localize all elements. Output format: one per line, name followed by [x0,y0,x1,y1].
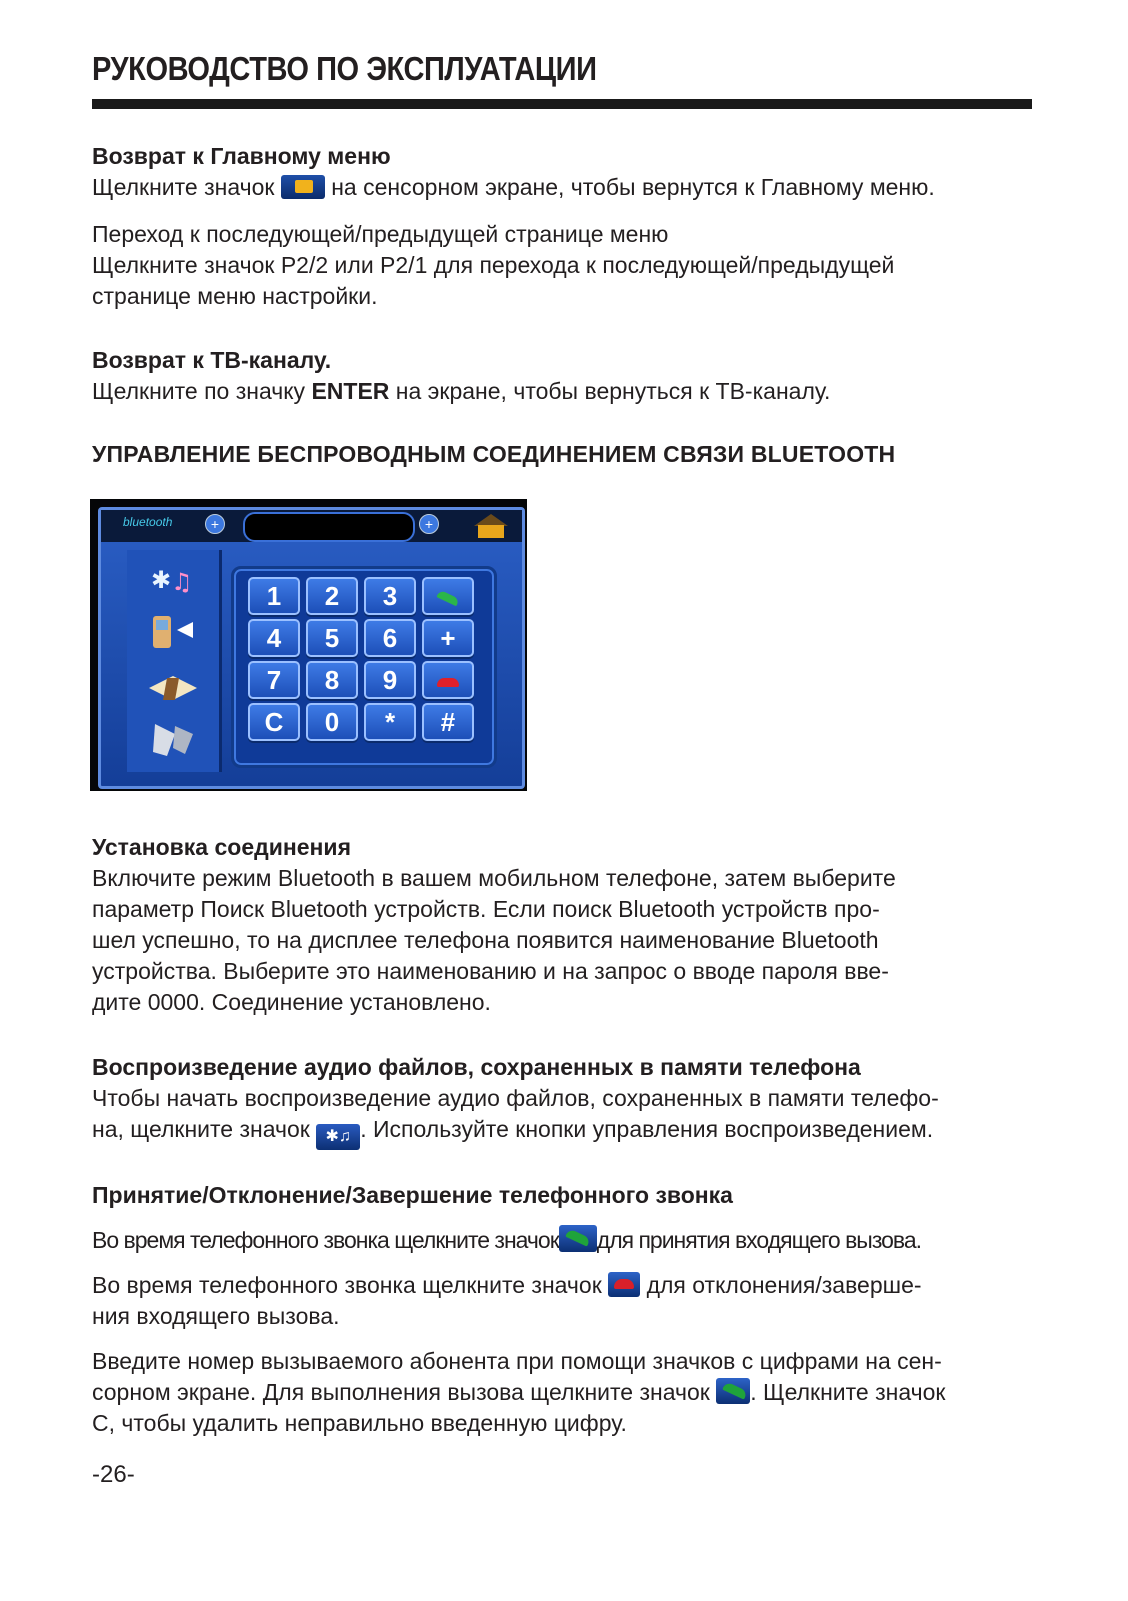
paragraph-line: шел успешно, то на дисплее телефона появится наименование Bluetooth [92,927,879,953]
paragraph-line: Включите режим Bluetooth в вашем мобильном телефоне, затем выберите [92,865,896,891]
svg-text:✱: ✱ [151,566,172,594]
call-green-icon [436,590,459,607]
key-1[interactable]: 1 [248,577,300,615]
paragraph [92,172,1042,203]
side-menu [127,550,222,772]
page-number: -26- [92,1461,135,1488]
call-accept-icon [716,1378,750,1404]
bluetooth-label: bluetooth [123,515,173,529]
text-span: . Щелкните значок [750,1379,946,1405]
phone-transfer-icon [145,610,201,654]
key-8[interactable]: 8 [306,661,358,699]
key-2[interactable]: 2 [306,577,358,615]
paragraph-line [92,1377,1042,1408]
paragraph-line: ния входящего вызова. [92,1303,340,1329]
paragraph-line: С, чтобы удалить неправильно введенную цифру. [92,1410,627,1436]
bluetooth-music-icon [145,558,201,602]
text-span: на сенсорном экране, чтобы вернутся к Главному меню. [331,174,935,200]
header-rule [92,99,1032,109]
key-hash[interactable]: # [422,703,474,741]
key-star[interactable]: * [364,703,416,741]
phonebook-icon [145,664,201,708]
hangup-red-icon [437,678,459,687]
key-0[interactable]: 0 [306,703,358,741]
text-span: . Используйте кнопки управления воспроизведением. [360,1116,934,1142]
section-audio-playback [92,1052,1042,1150]
paragraph-line: Введите номер вызываемого абонента при помощи значков с цифрами на сен- [92,1348,942,1374]
key-7[interactable]: 7 [248,661,300,699]
key-5[interactable]: 5 [306,619,358,657]
text-span: Щелкните значок [92,174,275,200]
section-heading: Принятие/Отклонение/Завершение телефонного звонка [92,1182,733,1208]
paragraph-line: Чтобы начать воспроизведение аудио файлов, сохраненных в памяти телефо- [92,1085,939,1111]
hangup-key[interactable] [422,661,474,699]
settings-icon [145,716,201,760]
key-9[interactable]: 9 [364,661,416,699]
text-span: для отклонения/заверше- [646,1272,922,1298]
key-clear[interactable]: C [248,703,300,741]
key-3[interactable]: 3 [364,577,416,615]
key-plus[interactable]: + [422,619,474,657]
svg-text:♫: ♫ [171,568,193,596]
section-connection-setup [92,832,1042,1018]
call-reject-icon [608,1272,640,1297]
call-accept-icon [559,1225,597,1252]
paragraph [92,376,1042,407]
paragraph-line: параметр Поиск Bluetooth устройств. Если поиск Bluetooth устройств про- [92,896,880,922]
paragraph-line: Переход к последующей/предыдущей странице меню [92,221,669,247]
section-return-tv [92,345,1042,407]
prev-plus-icon: + [205,514,225,534]
bluetooth-music-icon: ✱♫ [316,1124,360,1150]
paragraph-line [92,1114,1042,1150]
paragraph-line: дите 0000. Соединение установлено. [92,989,491,1015]
text-span: Щелкните по значку [92,378,312,404]
enter-keyword: ENTER [311,378,390,404]
bluetooth-section-title: УПРАВЛЕНИЕ БЕСПРОВОДНЫМ СОЕДИНЕНИЕМ СВЯЗИ BLUETOOTH [92,441,896,467]
paragraph-line [92,1225,1042,1256]
key-4[interactable]: 4 [248,619,300,657]
text-span: Во время телефонного звонка щелкните значок [92,1272,602,1298]
section-heading: Возврат к ТВ-каналу. [92,347,332,373]
bluetooth-screen-image [90,499,527,791]
number-display [243,512,415,542]
screen-top-bar [101,510,522,542]
page-title: РУКОВОДСТВО ПО ЭКСПЛУАТАЦИИ [92,50,597,87]
key-6[interactable]: 6 [364,619,416,657]
section-page-navigation [92,219,1042,312]
call-key[interactable] [422,577,474,615]
section-heading: Установка соединения [92,834,351,860]
section-heading: Воспроизведение аудио файлов, сохраненных в памяти телефона [92,1054,861,1080]
text-span: Во время телефонного звонка щелкните значок [92,1227,559,1253]
text-span: для принятия входящего вызова. [596,1227,922,1253]
section-return-main-menu [92,141,1042,203]
section-call-handling [92,1180,1042,1439]
text-span: на экране, чтобы вернуться к ТВ-каналу. [389,378,831,404]
paragraph-line: странице меню настройки. [92,283,378,309]
paragraph-line [92,1270,1042,1301]
text-span: сорном экране. Для выполнения вызова щелкните значок [92,1379,710,1405]
home-icon [474,514,508,538]
next-plus-icon: + [419,514,439,534]
keypad [231,566,497,768]
page-header [92,50,1032,88]
home-menu-icon [281,175,325,199]
text-span: на, щелкните значок [92,1116,310,1142]
paragraph-line: Щелкните значок P2/2 или P2/1 для перехода к последующей/предыдущей [92,252,895,278]
paragraph-line: устройства. Выберите это наименованию и на запрос о вводе пароля вве- [92,958,889,984]
screen-frame [98,507,525,789]
section-heading: Возврат к Главному меню [92,143,391,169]
